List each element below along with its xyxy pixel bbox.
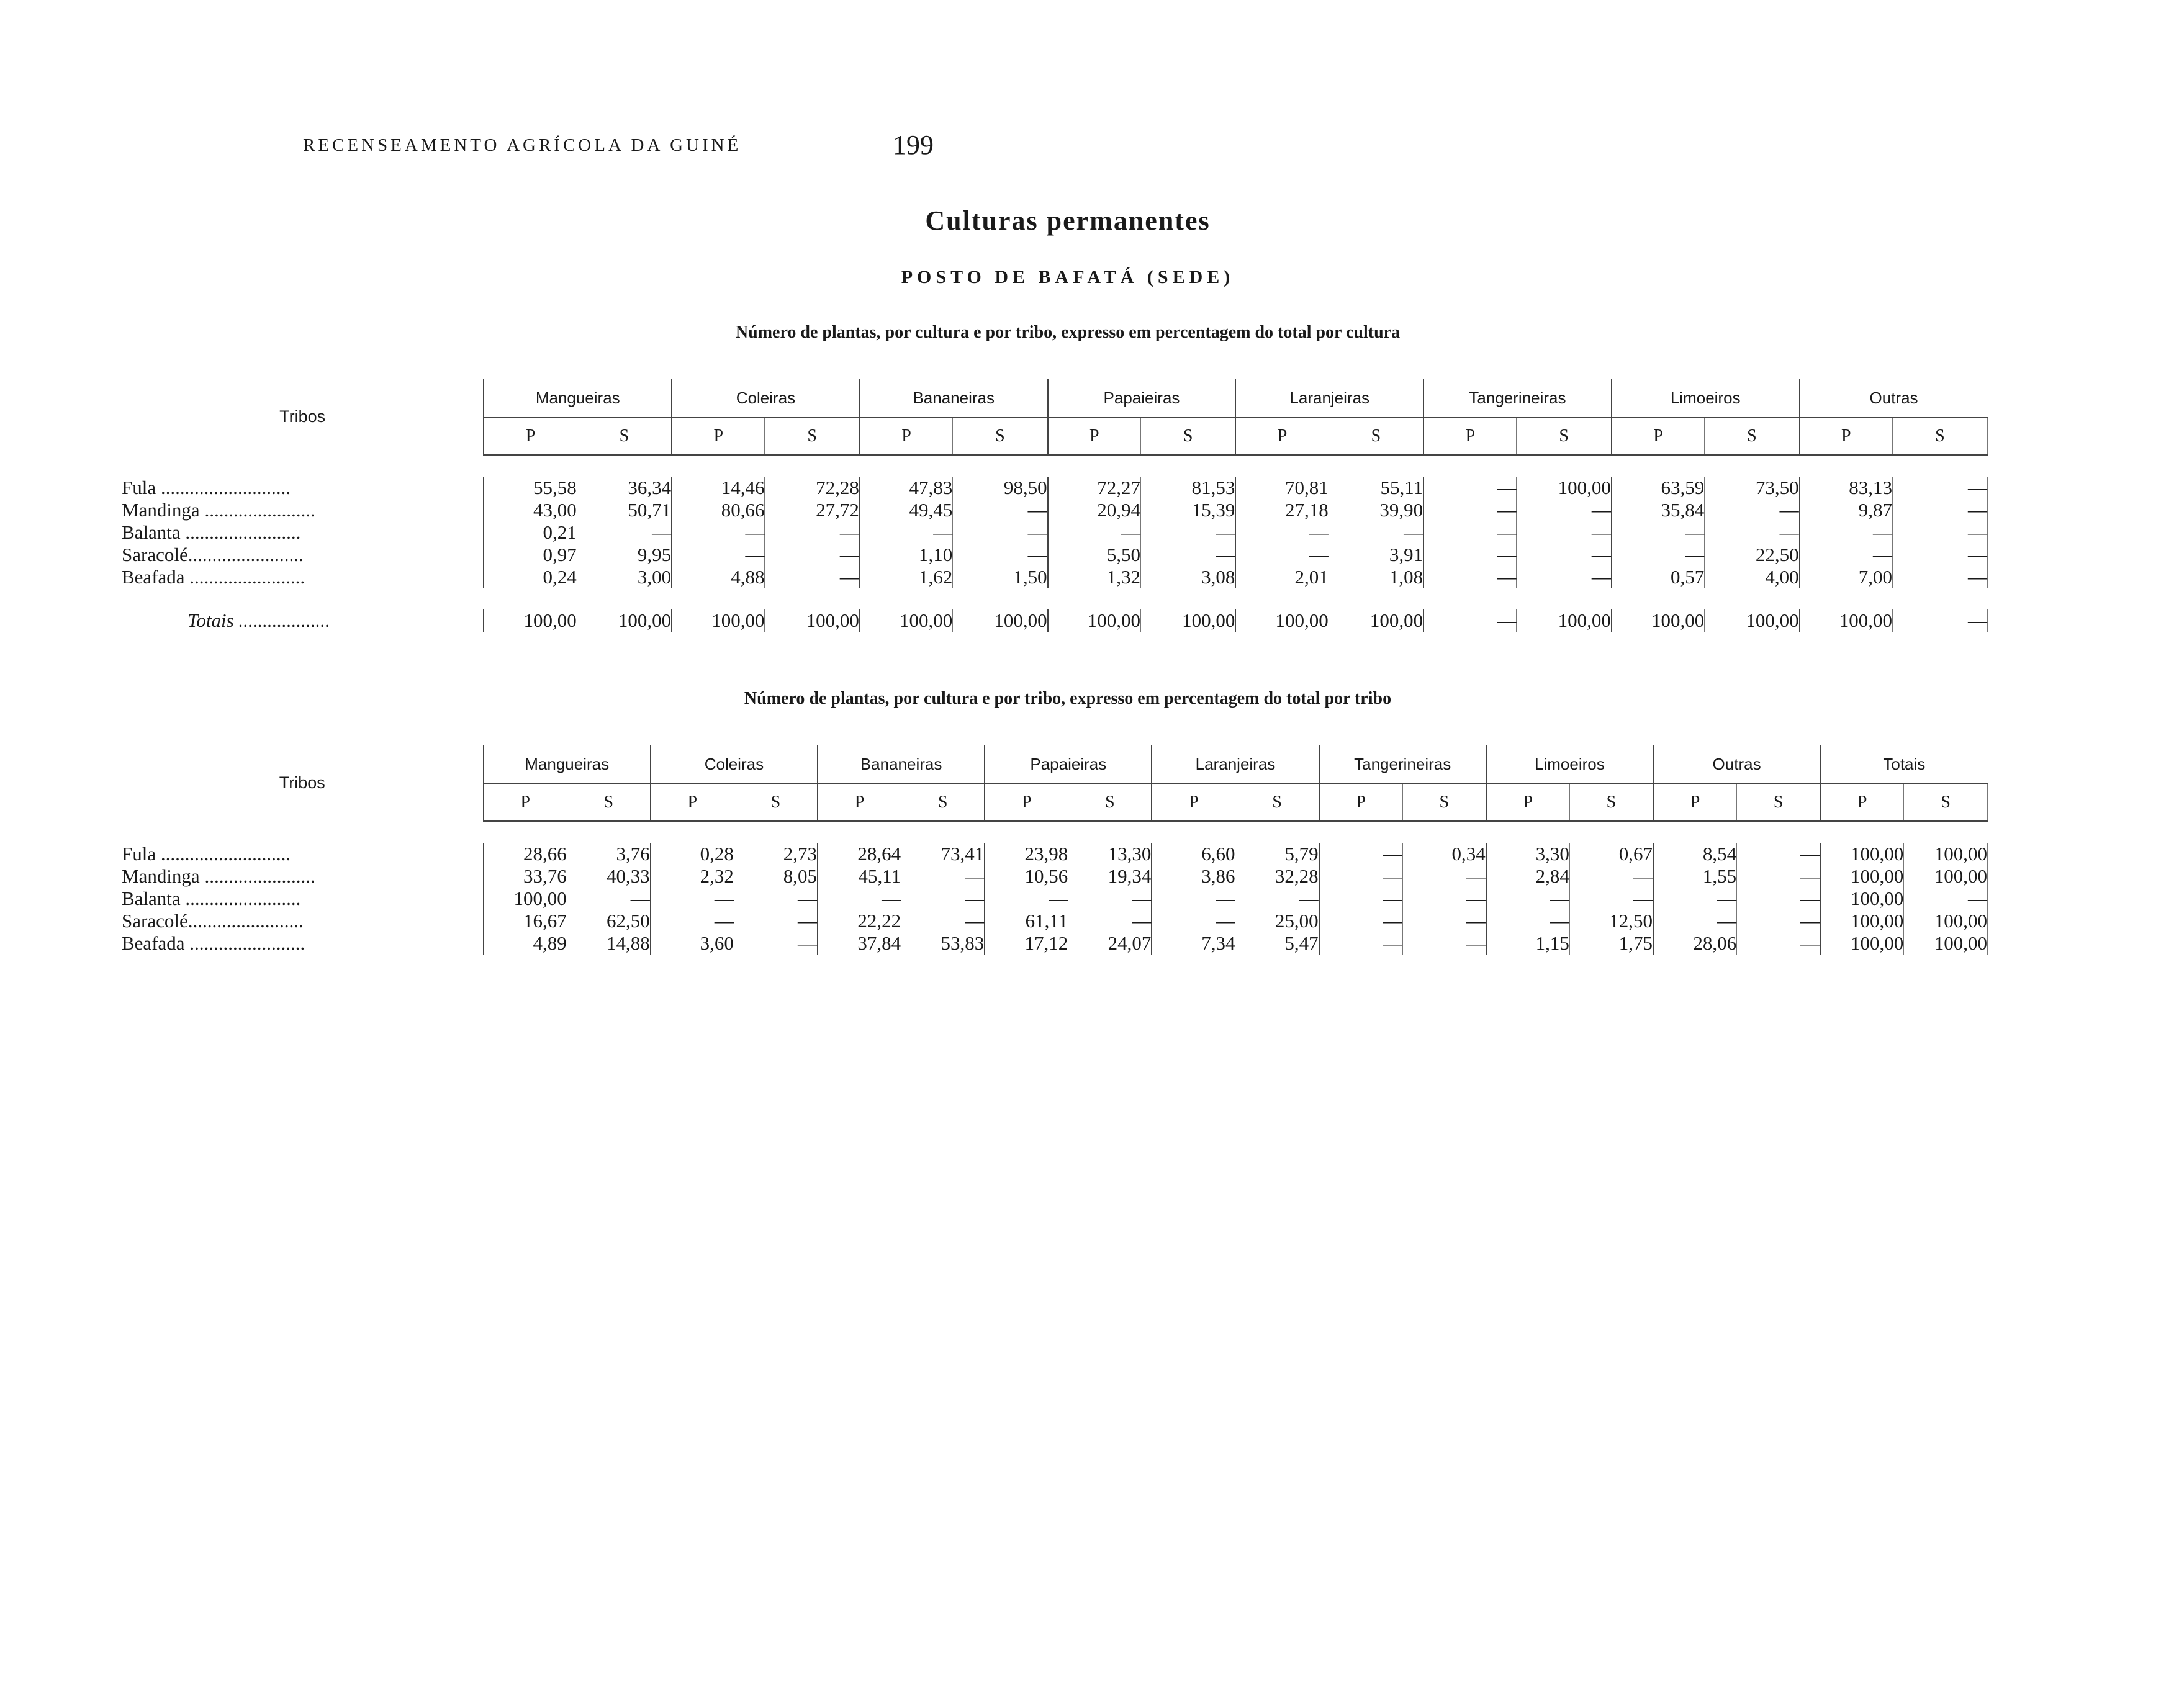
crop-header: Coleiras: [672, 379, 860, 418]
table-cell: —: [1048, 521, 1141, 544]
table-row: [122, 865, 1988, 888]
crop-header: Bananeiras: [860, 379, 1048, 418]
table-cell: —: [1569, 865, 1653, 888]
s-header: S: [1140, 418, 1235, 455]
table-cell: —: [1653, 910, 1737, 932]
crop-header: Laranjeiras: [1152, 745, 1319, 784]
totals-cell: 100,00: [765, 609, 860, 632]
p-header: P: [1800, 418, 1893, 455]
table-cell: —: [1904, 888, 1988, 910]
table-cell: —: [1517, 566, 1612, 588]
table-cell: —: [1486, 910, 1570, 932]
table-cell: 81,53: [1140, 477, 1235, 499]
table-cell: 83,13: [1800, 477, 1893, 499]
crop-header: Mangueiras: [484, 379, 672, 418]
table-cell: —: [1705, 521, 1800, 544]
p-header: P: [985, 784, 1068, 821]
table-cell: 8,54: [1653, 843, 1737, 865]
s-header: S: [1402, 784, 1486, 821]
table-cell: —: [1402, 888, 1486, 910]
totals-cell: 100,00: [860, 609, 953, 632]
table-cell: 14,46: [672, 477, 765, 499]
crop-header: Outras: [1800, 379, 1988, 418]
s-header: S: [1517, 418, 1612, 455]
table-cell: —: [651, 910, 734, 932]
table-cell: 23,98: [985, 843, 1068, 865]
table-cell: 40,33: [567, 865, 651, 888]
crop-header: Papaieiras: [1048, 379, 1236, 418]
table-cell: 63,59: [1612, 477, 1705, 499]
table-cell: —: [1653, 888, 1737, 910]
tribos-header: Tribos: [279, 773, 325, 792]
table-row: [122, 910, 1988, 932]
table-cell: —: [1569, 888, 1653, 910]
table-cell: 1,55: [1653, 865, 1737, 888]
table-cell: 1,10: [860, 544, 953, 566]
table-cell: 100,00: [1820, 843, 1904, 865]
tribe-label: Beafada ........................: [122, 932, 305, 954]
tribe-label: Saracolé........................: [122, 544, 304, 565]
table-cell: —: [765, 544, 860, 566]
table-cell: —: [1517, 521, 1612, 544]
table-cell: 100,00: [1904, 910, 1988, 932]
totals-cell: 100,00: [484, 609, 577, 632]
table-cell: 3,76: [567, 843, 651, 865]
table-cell: —: [1235, 544, 1329, 566]
table-cell: 25,00: [1235, 910, 1319, 932]
table-cell: 8,05: [734, 865, 818, 888]
table-cell: —: [1329, 521, 1423, 544]
table-cell: —: [577, 521, 672, 544]
table-cell: —: [1423, 499, 1517, 521]
s-header: S: [1904, 784, 1988, 821]
table-cell: —: [1152, 910, 1235, 932]
p-header: P: [651, 784, 734, 821]
table-cell: 73,50: [1705, 477, 1800, 499]
p-header: P: [672, 418, 765, 455]
table-cell: 1,62: [860, 566, 953, 588]
crop-header: Limoeiros: [1486, 745, 1653, 784]
table-cell: —: [1319, 910, 1403, 932]
totals-cell: 100,00: [1612, 609, 1705, 632]
p-header: P: [1486, 784, 1570, 821]
totals-row: [122, 609, 1988, 632]
table-cell: —: [672, 521, 765, 544]
table-cell: —: [1737, 843, 1821, 865]
tribe-label: Fula ...........................: [122, 477, 291, 498]
table-cell: 72,27: [1048, 477, 1141, 499]
table-cell: —: [1140, 521, 1235, 544]
table-cell: 1,32: [1048, 566, 1141, 588]
table-cell: —: [1517, 544, 1612, 566]
totals-cell: 100,00: [1048, 609, 1141, 632]
table-cell: 39,90: [1329, 499, 1423, 521]
table-cell: 27,72: [765, 499, 860, 521]
s-header: S: [1892, 418, 1987, 455]
table-cell: —: [901, 888, 985, 910]
table-cell: 98,50: [953, 477, 1048, 499]
table-cell: 80,66: [672, 499, 765, 521]
table-cell: 5,47: [1235, 932, 1319, 955]
table-cell: 9,95: [577, 544, 672, 566]
s-header: S: [1235, 784, 1319, 821]
table-cell: 0,24: [484, 566, 577, 588]
table-cell: —: [1892, 566, 1987, 588]
table-cell: —: [1705, 499, 1800, 521]
table-cell: —: [985, 888, 1068, 910]
table-cell: —: [1517, 499, 1612, 521]
table-cell: —: [1235, 521, 1329, 544]
table-cell: 3,60: [651, 932, 734, 955]
table-cell: 0,97: [484, 544, 577, 566]
table-cell: —: [1319, 843, 1403, 865]
table-cell: —: [1319, 865, 1403, 888]
table-cell: 7,34: [1152, 932, 1235, 955]
table-cell: 3,86: [1152, 865, 1235, 888]
table-cell: 100,00: [1904, 843, 1988, 865]
crop-header: Limoeiros: [1612, 379, 1800, 418]
table-cell: 10,56: [985, 865, 1068, 888]
table-cell: —: [1423, 544, 1517, 566]
table-cell: —: [901, 910, 985, 932]
crop-header: Totais: [1820, 745, 1987, 784]
p-header: P: [484, 418, 577, 455]
totals-cell: 100,00: [1517, 609, 1612, 632]
table-cell: —: [1737, 910, 1821, 932]
totals-cell: 100,00: [1800, 609, 1893, 632]
table-cell: 3,00: [577, 566, 672, 588]
table-cell: —: [1402, 932, 1486, 955]
table-cell: —: [1612, 521, 1705, 544]
tribe-label: Mandinga .......................: [122, 865, 315, 887]
page-title: Culturas permanentes: [925, 205, 1211, 236]
s-header: S: [734, 784, 818, 821]
table-cell: 2,84: [1486, 865, 1570, 888]
table-cell: 14,88: [567, 932, 651, 955]
table-cell: —: [1319, 932, 1403, 955]
table-cell: 100,00: [484, 888, 567, 910]
table-cell: —: [765, 566, 860, 588]
table-cell: 32,28: [1235, 865, 1319, 888]
table2-body: [122, 821, 1988, 955]
table-cell: 20,94: [1048, 499, 1141, 521]
table-cell: 0,57: [1612, 566, 1705, 588]
table-cell: —: [1737, 865, 1821, 888]
table-row: [122, 843, 1988, 865]
s-header: S: [1705, 418, 1800, 455]
tribos-header: Tribos: [279, 407, 326, 426]
table-cell: —: [1423, 521, 1517, 544]
table-cell: —: [1152, 888, 1235, 910]
table-cell: 72,28: [765, 477, 860, 499]
crop-header: Coleiras: [651, 745, 818, 784]
table-cell: 3,30: [1486, 843, 1570, 865]
table1-body: [122, 455, 1988, 632]
table-cell: —: [818, 888, 901, 910]
table-cell: 4,89: [484, 932, 567, 955]
table-cell: 1,50: [953, 566, 1048, 588]
table-cell: —: [1423, 477, 1517, 499]
table-cell: 61,11: [985, 910, 1068, 932]
p-header: P: [1423, 418, 1517, 455]
table-percent-by-tribe: [122, 745, 1988, 955]
table-cell: —: [1423, 566, 1517, 588]
table-cell: 3,91: [1329, 544, 1423, 566]
table-row: [122, 499, 1988, 521]
p-header: P: [484, 784, 567, 821]
table-percent-by-crop: [122, 379, 1988, 632]
crop-header: Mangueiras: [484, 745, 651, 784]
s-header: S: [1329, 418, 1423, 455]
table-cell: —: [734, 910, 818, 932]
s-header: S: [953, 418, 1048, 455]
table-cell: —: [765, 521, 860, 544]
crop-header: Outras: [1653, 745, 1820, 784]
table-cell: —: [734, 932, 818, 955]
table1-caption: Número de plantas, por cultura e por tribo, expresso em percentagem do total por cultura: [735, 323, 1401, 342]
table-cell: 53,83: [901, 932, 985, 955]
table-cell: 1,08: [1329, 566, 1423, 588]
p-header: P: [860, 418, 953, 455]
table-row: [122, 521, 1988, 544]
table-cell: 73,41: [901, 843, 985, 865]
tribe-label: Mandinga .......................: [122, 499, 315, 521]
totals-cell: 100,00: [1235, 609, 1329, 632]
table-cell: 13,30: [1068, 843, 1152, 865]
p-header: P: [1048, 418, 1141, 455]
table-cell: —: [1892, 544, 1987, 566]
table-cell: —: [1235, 888, 1319, 910]
totals-cell: 100,00: [1705, 609, 1800, 632]
tribe-label: Beafada ........................: [122, 566, 305, 588]
table-cell: —: [1800, 544, 1893, 566]
table-cell: 4,88: [672, 566, 765, 588]
table-cell: 37,84: [818, 932, 901, 955]
table-cell: 55,11: [1329, 477, 1423, 499]
table-cell: 70,81: [1235, 477, 1329, 499]
p-header: P: [1653, 784, 1737, 821]
table-cell: —: [567, 888, 651, 910]
table-cell: 3,08: [1140, 566, 1235, 588]
table-cell: —: [953, 499, 1048, 521]
table-cell: —: [672, 544, 765, 566]
table-cell: 28,06: [1653, 932, 1737, 955]
table-cell: 6,60: [1152, 843, 1235, 865]
table-cell: —: [1800, 521, 1893, 544]
table-cell: 22,50: [1705, 544, 1800, 566]
crop-header: Tangerineiras: [1319, 745, 1486, 784]
table-cell: 100,00: [1820, 932, 1904, 955]
table-cell: —: [1068, 888, 1152, 910]
totals-cell: —: [1423, 609, 1517, 632]
table-cell: —: [1892, 477, 1987, 499]
table-cell: —: [1486, 888, 1570, 910]
totals-label: Totais ...................: [187, 609, 330, 631]
table-cell: 47,83: [860, 477, 953, 499]
crop-header: Papaieiras: [985, 745, 1152, 784]
table-cell: —: [953, 521, 1048, 544]
tribe-label: Balanta ........................: [122, 888, 301, 909]
p-header: P: [1820, 784, 1904, 821]
table-row: [122, 477, 1988, 499]
table-cell: 22,22: [818, 910, 901, 932]
s-header: S: [1068, 784, 1152, 821]
table-cell: 0,34: [1402, 843, 1486, 865]
table-cell: 4,00: [1705, 566, 1800, 588]
table-cell: —: [651, 888, 734, 910]
table-cell: 1,15: [1486, 932, 1570, 955]
totals-cell: 100,00: [577, 609, 672, 632]
page-subtitle: POSTO DE BAFATÁ (SEDE): [901, 267, 1235, 287]
table-cell: 50,71: [577, 499, 672, 521]
p-header: P: [1235, 418, 1329, 455]
p-header: P: [1152, 784, 1235, 821]
table-cell: 2,32: [651, 865, 734, 888]
p-header: P: [818, 784, 901, 821]
table-cell: 0,28: [651, 843, 734, 865]
table-cell: 19,34: [1068, 865, 1152, 888]
table-cell: 43,00: [484, 499, 577, 521]
table-cell: 15,39: [1140, 499, 1235, 521]
table-cell: —: [1140, 544, 1235, 566]
s-header: S: [1737, 784, 1821, 821]
tribe-label: Balanta ........................: [122, 521, 301, 543]
table-cell: —: [1319, 888, 1403, 910]
table-cell: 100,00: [1820, 910, 1904, 932]
table2-caption: Número de plantas, por cultura e por tribo, expresso em percentagem do total por tribo: [744, 689, 1392, 708]
table-cell: 33,76: [484, 865, 567, 888]
table-cell: 28,66: [484, 843, 567, 865]
running-title: RECENSEAMENTO AGRÍCOLA DA GUINÉ: [303, 135, 742, 155]
totals-cell: 100,00: [953, 609, 1048, 632]
table-cell: —: [1068, 910, 1152, 932]
table-cell: 12,50: [1569, 910, 1653, 932]
table-cell: —: [1402, 865, 1486, 888]
table-cell: —: [1612, 544, 1705, 566]
s-header: S: [765, 418, 860, 455]
table-cell: 100,00: [1820, 888, 1904, 910]
table-cell: —: [860, 521, 953, 544]
table-row: [122, 888, 1988, 910]
table-cell: 9,87: [1800, 499, 1893, 521]
crop-header: Bananeiras: [818, 745, 985, 784]
table-cell: 5,79: [1235, 843, 1319, 865]
table-cell: 36,34: [577, 477, 672, 499]
table-cell: 2,73: [734, 843, 818, 865]
s-header: S: [901, 784, 985, 821]
tribe-label: Fula ...........................: [122, 843, 291, 865]
table-cell: —: [734, 888, 818, 910]
table-cell: 2,01: [1235, 566, 1329, 588]
table-row: [122, 544, 1988, 566]
table-cell: 35,84: [1612, 499, 1705, 521]
table-cell: 1,75: [1569, 932, 1653, 955]
table-cell: 17,12: [985, 932, 1068, 955]
table-cell: —: [1737, 888, 1821, 910]
tribe-label: Saracolé........................: [122, 910, 304, 932]
table-cell: 100,00: [1904, 865, 1988, 888]
table-cell: 7,00: [1800, 566, 1893, 588]
table-cell: —: [901, 865, 985, 888]
crop-header: Laranjeiras: [1235, 379, 1423, 418]
table-row: [122, 932, 1988, 955]
table-cell: 16,67: [484, 910, 567, 932]
p-header: P: [1319, 784, 1403, 821]
table-cell: 49,45: [860, 499, 953, 521]
table-cell: —: [1402, 910, 1486, 932]
table-cell: —: [953, 544, 1048, 566]
table-cell: 28,64: [818, 843, 901, 865]
table-cell: 100,00: [1904, 932, 1988, 955]
table-cell: —: [1892, 499, 1987, 521]
table-cell: 100,00: [1820, 865, 1904, 888]
totals-cell: 100,00: [672, 609, 765, 632]
s-header: S: [577, 418, 672, 455]
totals-cell: —: [1892, 609, 1987, 632]
table-cell: 5,50: [1048, 544, 1141, 566]
table-cell: 45,11: [818, 865, 901, 888]
table-cell: —: [1892, 521, 1987, 544]
p-header: P: [1612, 418, 1705, 455]
table-cell: 27,18: [1235, 499, 1329, 521]
totals-cell: 100,00: [1140, 609, 1235, 632]
s-header: S: [1569, 784, 1653, 821]
s-header: S: [567, 784, 651, 821]
page-number: 199: [893, 130, 934, 160]
table-cell: 100,00: [1517, 477, 1612, 499]
table-cell: 0,67: [1569, 843, 1653, 865]
table-cell: 24,07: [1068, 932, 1152, 955]
table-row: [122, 566, 1988, 588]
table-cell: 0,21: [484, 521, 577, 544]
totals-cell: 100,00: [1329, 609, 1423, 632]
crop-header: Tangerineiras: [1423, 379, 1612, 418]
table-cell: 62,50: [567, 910, 651, 932]
table-cell: —: [1737, 932, 1821, 955]
table-cell: 55,58: [484, 477, 577, 499]
